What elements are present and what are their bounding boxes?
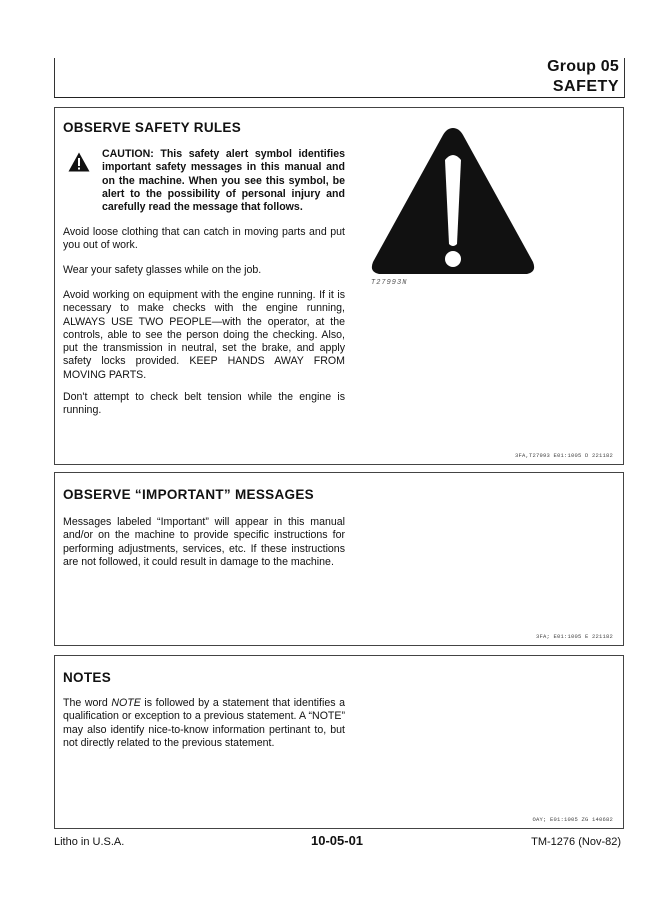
paragraph: Avoid loose clothing that can catch in moving parts and put you out of work.: [63, 226, 345, 252]
important-messages-section: [54, 472, 624, 646]
section-title: OBSERVE SAFETY RULES: [63, 120, 242, 135]
section-label: SAFETY: [552, 78, 619, 95]
paragraph: Don't attempt to check belt tension while the engine is running.: [63, 391, 345, 417]
notes-section: [54, 655, 624, 829]
warning-triangle-icon: [68, 152, 90, 172]
header-left-rule: [54, 58, 55, 98]
paragraph: Messages labeled “Important” will appear in this manual and/or on the machine to provide specific instructions for performing adjustments, services, etc. If these instructions are not followed, it could result in damage to the machine.: [63, 516, 345, 568]
section-title: OBSERVE “IMPORTANT” MESSAGES: [63, 487, 314, 502]
reference-code: 3FA; E01:1005 E 221182: [535, 633, 613, 640]
page-number: 10-05-01: [311, 833, 364, 848]
paragraph: Wear your safety glasses while on the job.: [63, 264, 262, 276]
figure-code: T27993N: [371, 279, 408, 287]
header-divider: [54, 97, 625, 98]
reference-code: OAY; E01:1005 ZG 140682: [532, 816, 613, 823]
reference-code: 3FA,T27993 E01:1005 D 221182: [514, 452, 613, 459]
note-term: NOTE: [111, 697, 141, 709]
paragraph: Avoid working on equipment with the engine running. If it is necessary to make checks with the engine running, ALWAYS USE TWO PEOPLE—with the operator, at the controls, able to see the person doing the checking. Also, put the transmission in neutral, set the brake, and apply safety locks provided. KEEP HANDS AWAY FROM MOVING PARTS.: [63, 289, 345, 381]
footer-printing-note: Litho in U.S.A.: [54, 836, 125, 848]
group-label: Group 05: [547, 58, 619, 75]
paragraph-rest: is followed by a statement that identifies a qualification or exception to a previous statement. A “NOTE” may also identify nice-to-know information pertinant to, but not directly related to the previous statement.: [63, 697, 345, 749]
safety-alert-symbol-icon: [367, 122, 539, 282]
caution-message: CAUTION: This safety alert symbol identifies important safety messages in this manual and on the machine. When you see this symbol, be alert to the possibility of personal injury and carefully read the message that follows.: [102, 148, 345, 214]
manual-id: TM-1276 (Nov-82): [531, 836, 621, 848]
paragraph-prefix: The word: [63, 697, 112, 709]
safety-rules-section: [54, 107, 624, 465]
section-title: NOTES: [63, 670, 112, 685]
paragraph: [63, 697, 345, 750]
header-right-rule: [624, 58, 625, 98]
